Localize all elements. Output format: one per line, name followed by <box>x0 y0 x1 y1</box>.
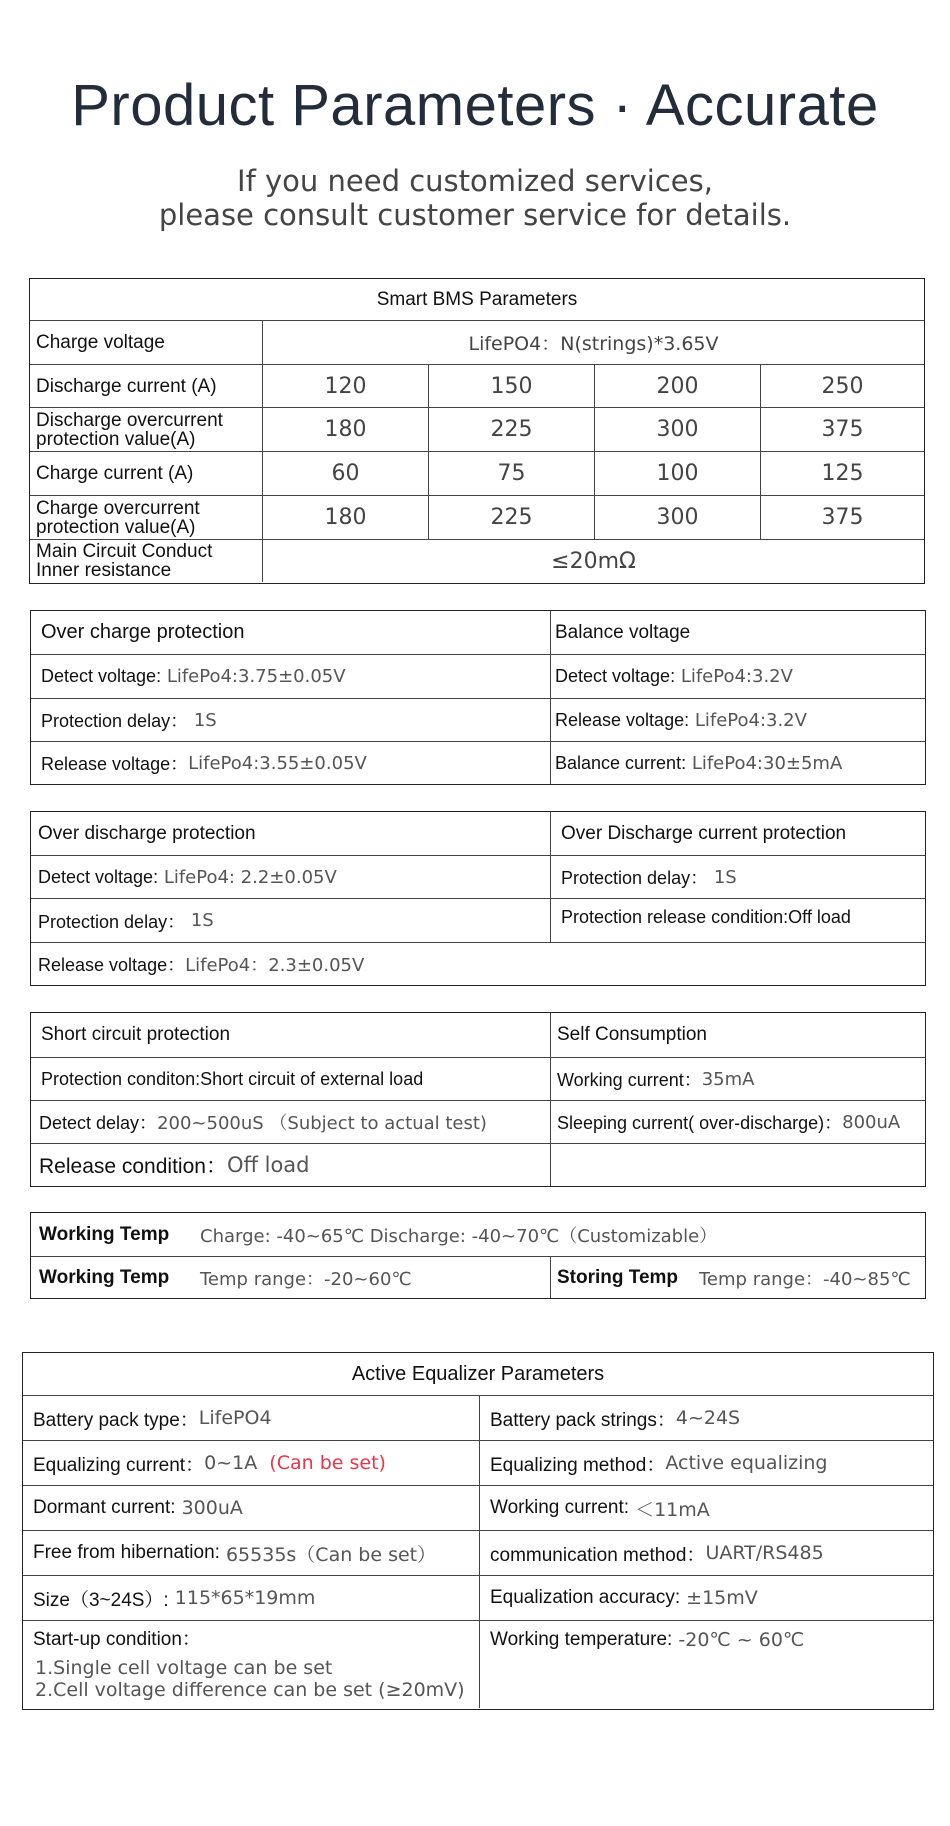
param-key: Storing Temp <box>557 1266 679 1288</box>
param-key: Start-up condition： <box>33 1629 201 1650</box>
row-label: Charge voltage <box>36 332 165 353</box>
param-value: 200~500uS （Subject to actual test) <box>157 1113 487 1134</box>
param-key: Equalizing current： <box>33 1454 205 1476</box>
row-label: Charge overcurrent protection value(A) <box>36 497 200 538</box>
param-value: 1.Single cell voltage can be set <box>35 1657 333 1679</box>
cell-value: 125 <box>760 452 924 495</box>
cell-value: 300 <box>594 496 760 539</box>
param-key: Balance current: <box>555 752 687 773</box>
param-value: 1S <box>190 910 214 931</box>
param-value: LifePo4：2.3±0.05V <box>185 955 365 976</box>
param-cell <box>550 899 925 942</box>
param-cell <box>31 1213 925 1256</box>
section-heading: Balance voltage <box>550 611 925 654</box>
param-value: LifePo4: 2.2±0.05V <box>163 866 337 888</box>
param-key: Working current： <box>557 1070 702 1090</box>
table-row <box>23 1440 933 1485</box>
row-label <box>30 540 262 582</box>
cell-value: 375 <box>760 496 924 539</box>
cell-value: 150 <box>428 365 594 407</box>
param-value: 800uA <box>842 1111 901 1133</box>
table-row <box>31 698 925 741</box>
param-cell <box>31 1257 550 1298</box>
param-cell <box>550 1101 925 1143</box>
param-cell <box>23 1486 479 1530</box>
subtitle-line: please consult customer service for details. <box>158 198 792 232</box>
param-value: LifePo4:3.75±0.05V <box>166 666 346 687</box>
param-cell <box>23 1396 479 1440</box>
table-row <box>31 654 925 698</box>
table-row <box>30 451 924 495</box>
param-key: Equalization accuracy: <box>490 1587 681 1608</box>
param-value: 4~24S <box>675 1407 741 1429</box>
param-key: Protection delay： <box>41 711 189 731</box>
param-cell <box>31 1144 550 1186</box>
overdischarge-table <box>30 811 926 986</box>
param-key: Battery pack strings： <box>490 1409 676 1431</box>
cell-value: 300 <box>594 408 760 451</box>
param-key: Battery pack type： <box>33 1409 199 1431</box>
param-value: ＜11mA <box>635 1498 710 1521</box>
param-cell <box>31 742 550 784</box>
param-value: UART/RS485 <box>705 1542 824 1564</box>
param-value: LifePo4:3.55±0.05V <box>188 752 367 774</box>
param-value: Active equalizing <box>665 1452 828 1474</box>
row-label: Discharge overcurrent protection value(A) <box>36 409 223 450</box>
param-cell <box>23 1576 479 1620</box>
section-heading: Over discharge protection <box>38 822 256 844</box>
param-cell <box>479 1396 933 1440</box>
cell-value: 180 <box>262 496 428 539</box>
section-heading: Over Discharge current protection <box>550 812 925 855</box>
param-value: 2.Cell voltage difference can be set (≥20mV) <box>35 1679 465 1701</box>
param-value: LifePO4 <box>198 1407 272 1429</box>
cell-value: 100 <box>594 452 760 495</box>
row-label-line: Inner resistance <box>36 560 172 581</box>
table-title: Active Equalizer Parameters <box>351 1362 605 1385</box>
row-label-line: Main Circuit Conduct <box>36 541 213 562</box>
param-cell <box>479 1621 933 1708</box>
cell-value: 225 <box>428 408 594 451</box>
param-cell <box>550 1058 925 1100</box>
param-value: Charge: -40~65℃ Discharge: -40~70℃（Customizable） <box>200 1225 718 1247</box>
param-key: Free from hibernation: <box>33 1542 220 1563</box>
param-key: Detect voltage: <box>555 666 676 686</box>
param-value: 1S <box>193 709 217 731</box>
empty-cell <box>550 1144 925 1186</box>
short-circuit-table <box>30 1012 926 1187</box>
param-key: Release condition： <box>39 1155 227 1178</box>
param-value: ±15mV <box>686 1587 758 1609</box>
param-key: Equalizing method： <box>490 1454 666 1476</box>
table-row <box>31 855 925 898</box>
table-row <box>31 942 925 985</box>
param-key: Working temperature: <box>490 1629 673 1650</box>
table-row <box>30 407 924 451</box>
row-label: Charge current (A) <box>36 463 194 484</box>
param-cell <box>23 1621 479 1708</box>
cell-value: 180 <box>262 408 428 451</box>
param-cell <box>31 1101 550 1143</box>
section-heading: Short circuit protection <box>41 1024 231 1045</box>
param-cell <box>31 655 550 698</box>
param-key: communication method： <box>490 1544 706 1566</box>
param-key: Dormant current: <box>33 1497 176 1518</box>
table-row <box>23 1530 933 1575</box>
param-cell <box>550 699 925 741</box>
table-row <box>31 1143 925 1186</box>
param-cell <box>31 899 550 942</box>
cell-value: 200 <box>594 365 760 407</box>
table-row <box>31 611 925 654</box>
param-key: Size（3~24S）: <box>33 1589 169 1611</box>
param-cell <box>550 655 925 698</box>
param-value: 1S <box>713 866 737 888</box>
param-cell <box>479 1441 933 1485</box>
equalizer-table <box>22 1352 934 1710</box>
table-row <box>30 364 924 407</box>
table-title-row <box>30 279 924 320</box>
table-title: Smart BMS Parameters <box>376 289 578 310</box>
param-key: Protection delay： <box>561 868 709 888</box>
table-row <box>31 812 925 855</box>
param-key: Detect delay： <box>39 1113 158 1133</box>
param-value: 0~1A <box>204 1452 258 1474</box>
param-key: Protection delay： <box>38 911 186 932</box>
cell-value: 75 <box>428 452 594 495</box>
overcharge-table <box>30 610 926 785</box>
param-key: Release voltage： <box>38 955 186 975</box>
cell-value: 250 <box>760 365 924 407</box>
page-title: Product Parameters · Accurate <box>71 73 879 138</box>
table-row <box>31 1213 925 1256</box>
param-value: Temp range：-20~60℃ <box>200 1268 412 1290</box>
param-value: 35mA <box>701 1068 755 1090</box>
param-key: Release voltage: <box>555 709 690 730</box>
param-cell <box>479 1486 933 1530</box>
param-key: Working current: <box>490 1497 630 1518</box>
param-cell <box>550 1257 925 1298</box>
param-key: Working Temp <box>39 1223 170 1245</box>
param-value: 115*65*19mm <box>174 1587 316 1609</box>
table-row <box>31 898 925 942</box>
param-cell <box>550 742 925 784</box>
table-row <box>31 741 925 784</box>
param-key: Protection conditon:Short circuit of external load <box>41 1068 424 1089</box>
table-row <box>31 1256 925 1298</box>
table-row <box>30 320 924 364</box>
param-key: Release voltage： <box>41 754 189 774</box>
param-value: 65535s（Can be set） <box>225 1543 437 1566</box>
table-row <box>30 539 924 582</box>
table-row <box>23 1485 933 1530</box>
section-heading: Over charge protection <box>41 621 245 643</box>
row-label: Discharge current (A) <box>36 375 217 397</box>
param-key: Detect voltage: <box>41 666 162 686</box>
table-row <box>31 1013 925 1057</box>
temperature-table <box>30 1212 926 1299</box>
table-row <box>23 1620 933 1708</box>
section-heading: Self Consumption <box>550 1013 925 1057</box>
param-cell <box>31 699 550 741</box>
param-value: Off load <box>226 1153 310 1177</box>
table-row <box>31 1100 925 1143</box>
param-note: (Can be set) <box>269 1452 386 1474</box>
cell-value: 120 <box>262 365 428 407</box>
bms-parameters-table <box>29 278 925 584</box>
param-cell <box>550 856 925 898</box>
param-key: Working Temp <box>39 1266 170 1288</box>
param-key: Protection release condition:Off load <box>561 907 851 927</box>
page-subtitle <box>0 164 950 232</box>
cell-value: 225 <box>428 496 594 539</box>
table-row <box>30 495 924 539</box>
table-row <box>31 1057 925 1100</box>
param-cell <box>31 856 550 898</box>
param-cell <box>31 1058 550 1100</box>
param-key: Sleeping current( over-discharge)： <box>557 1113 843 1133</box>
table-row <box>23 1575 933 1620</box>
cell-value: 60 <box>262 452 428 495</box>
cell-value: 375 <box>760 408 924 451</box>
param-cell <box>479 1576 933 1620</box>
param-value: LifePo4:3.2V <box>680 666 793 687</box>
table-row <box>23 1395 933 1440</box>
subtitle-line: If you need customized services, <box>237 164 713 198</box>
row-value: LifePO4：N(strings)*3.65V <box>262 321 924 364</box>
param-cell <box>23 1441 479 1485</box>
param-value: Temp range：-40~85℃ <box>699 1268 911 1290</box>
param-value: 300uA <box>181 1497 243 1519</box>
row-value: ≤20mΩ <box>262 540 924 582</box>
param-cell <box>31 943 925 985</box>
param-value: LifePo4:3.2V <box>694 709 807 731</box>
param-cell <box>23 1531 479 1575</box>
param-value: -20℃ ~ 60℃ <box>678 1629 805 1651</box>
param-key: Detect voltage: <box>38 866 159 887</box>
param-cell <box>479 1531 933 1575</box>
table-title-row <box>23 1353 933 1395</box>
param-value: LifePo4:30±5mA <box>691 752 843 774</box>
